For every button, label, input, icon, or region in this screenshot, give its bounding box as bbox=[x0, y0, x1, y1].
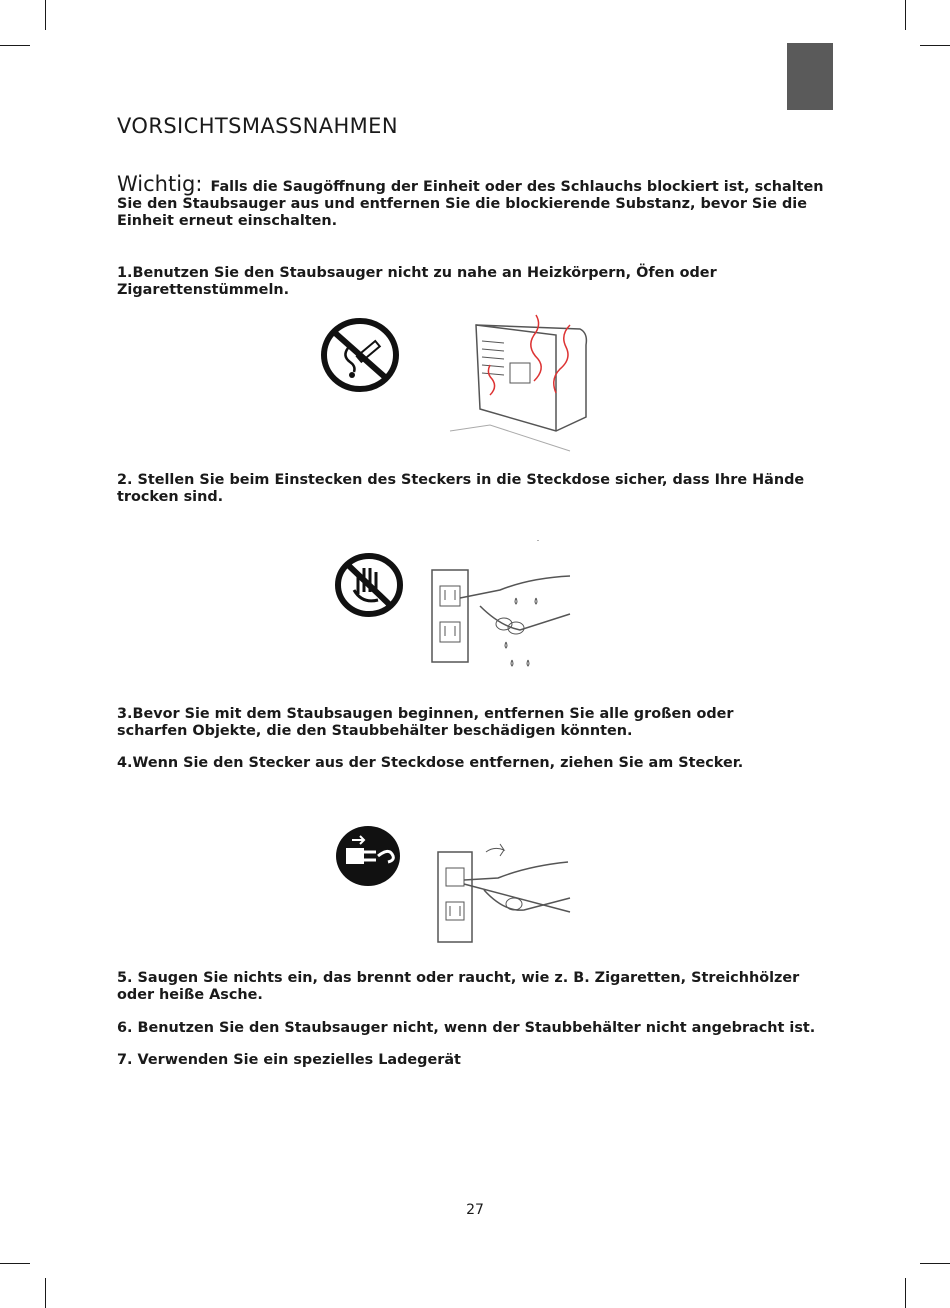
page-number: 27 bbox=[466, 1202, 484, 1218]
page-title: VORSICHTSMASSNAHMEN bbox=[117, 114, 398, 138]
crop-mark bbox=[45, 0, 46, 30]
precaution-item-5: 5. Saugen Sie nichts ein, das brennt oder raucht, wie z. B. Zigaretten, Streichhölzer oder heiße Asche. bbox=[117, 970, 800, 1003]
precaution-item-4: 4.Wenn Sie den Stecker aus der Steckdose entfernen, ziehen Sie am Stecker. bbox=[117, 755, 744, 771]
section-tab bbox=[787, 43, 833, 110]
crop-mark bbox=[905, 1278, 906, 1308]
precaution-item-3: 3.Bevor Sie mit dem Staubsaugen beginnen, entfernen Sie alle großen oder scharfen Objekte, die den Staubbehälter beschädigen könnten. bbox=[117, 706, 734, 739]
pull-plug-illustration bbox=[428, 838, 578, 948]
crop-mark bbox=[0, 1263, 30, 1264]
important-note bbox=[117, 172, 847, 230]
precaution-item-2: 2. Stellen Sie beim Einstecken des Steckers in die Steckdose sicher, dass Ihre Hände trocken sind. bbox=[117, 472, 805, 505]
crop-mark bbox=[905, 0, 906, 30]
heater-illustration bbox=[430, 305, 600, 455]
crop-mark bbox=[0, 45, 30, 46]
precaution-item-6: 6. Benutzen Sie den Staubsauger nicht, wenn der Staubbehälter nicht angebracht ist. bbox=[117, 1020, 816, 1036]
wet-hand-socket-illustration bbox=[420, 540, 580, 675]
no-smoking-prohibition-icon bbox=[320, 318, 400, 392]
unplug-mandatory-icon bbox=[334, 824, 402, 888]
important-label: Wichtig: bbox=[117, 172, 203, 196]
precaution-item-7: 7. Verwenden Sie ein spezielles Ladegerät bbox=[117, 1052, 461, 1068]
crop-mark bbox=[45, 1278, 46, 1308]
important-text: Falls die Saugöffnung der Einheit oder des Schlauchs blockiert ist, schalten Sie den Staubsauger aus und entfernen Sie die blockierende Substanz, bevor Sie die Einheit erneut einschalten. bbox=[117, 179, 824, 229]
no-wet-hands-prohibition-icon bbox=[334, 552, 404, 618]
precaution-item-1: 1.Benutzen Sie den Staubsauger nicht zu nahe an Heizkörpern, Öfen oder Zigarettenstümmeln. bbox=[117, 265, 717, 298]
crop-mark bbox=[920, 45, 950, 46]
crop-mark bbox=[920, 1263, 950, 1264]
